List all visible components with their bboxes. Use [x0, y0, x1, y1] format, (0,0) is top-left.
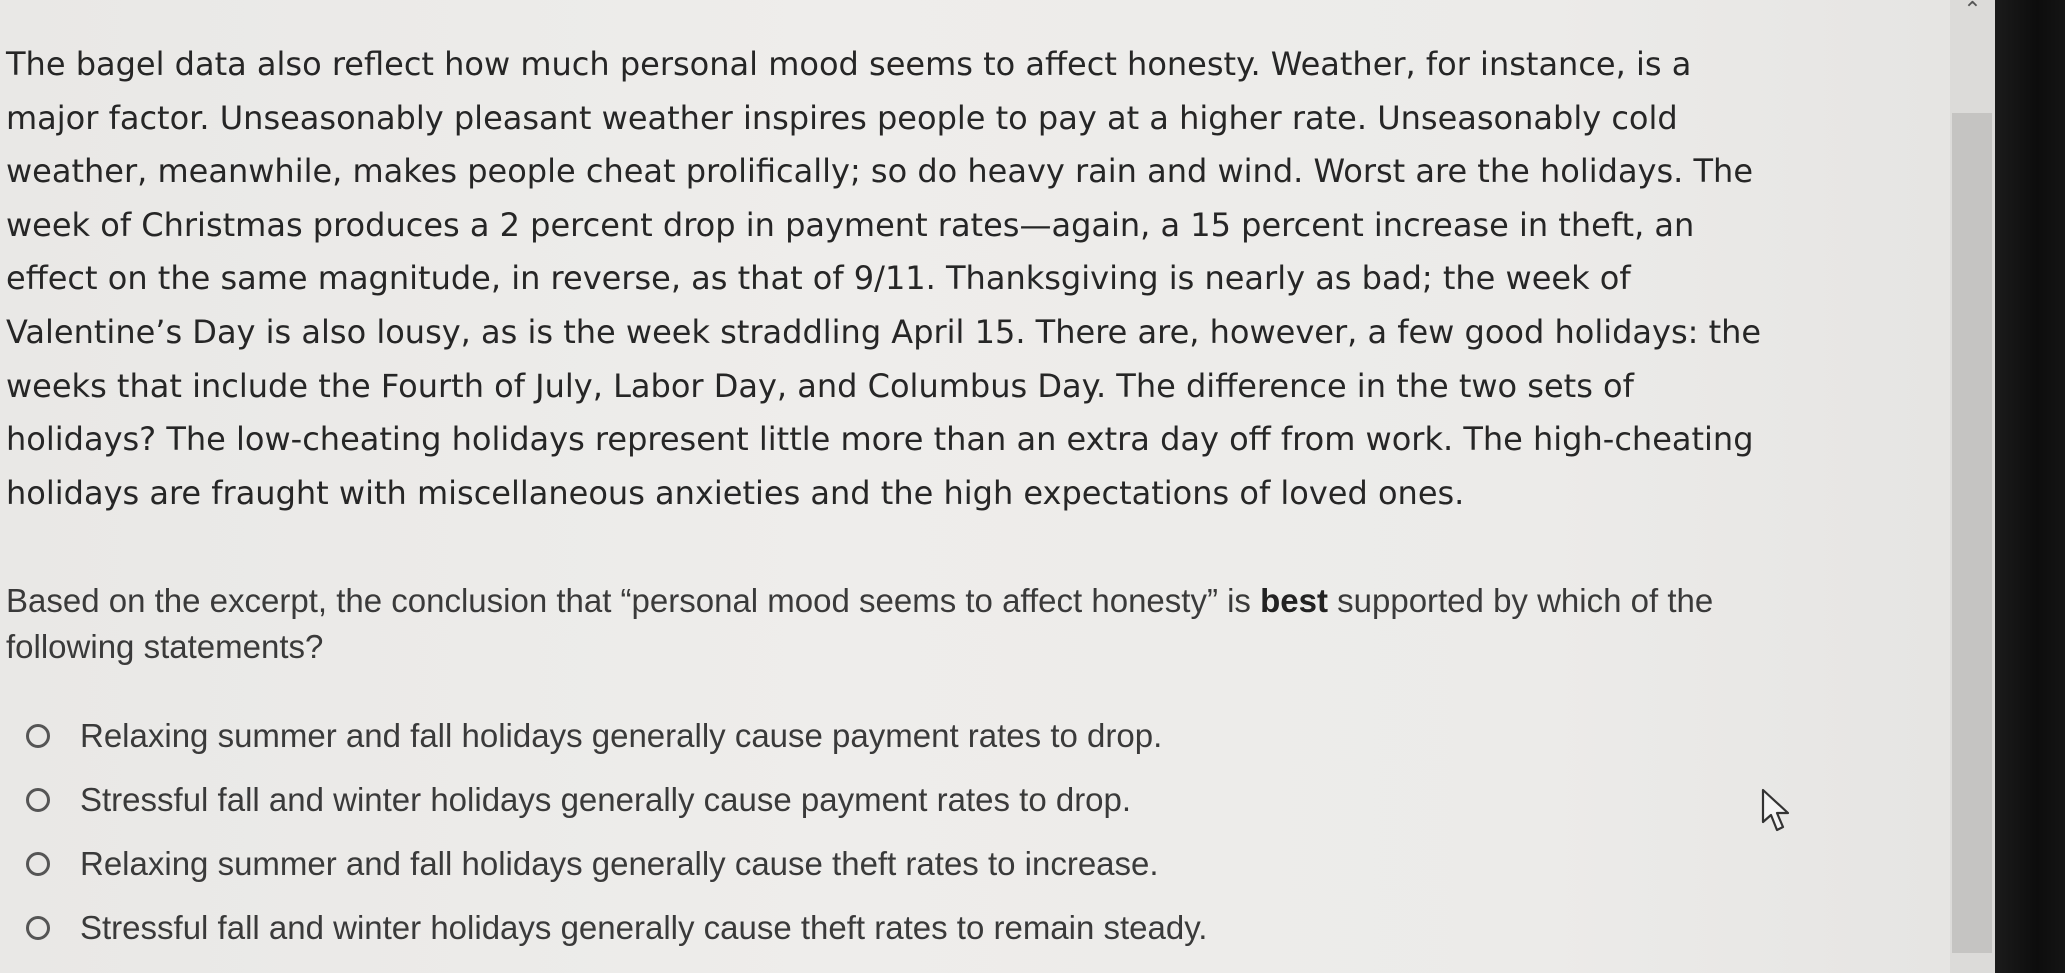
answer-option-label: Stressful fall and winter holidays generally cause payment rates to drop.: [80, 781, 1132, 818]
passage-line: holidays are fraught with miscellaneous anxieties and the high expectations of loved ones.: [6, 473, 1465, 512]
passage-line: week of Christmas produces a 2 percent drop in payment rates—again, a 15 percent increase in theft, an: [6, 205, 1695, 244]
radio-unchecked-icon[interactable]: [26, 788, 50, 812]
answer-option-label: Relaxing summer and fall holidays generally cause payment rates to drop.: [80, 717, 1163, 754]
answer-option-3[interactable]: [20, 840, 1920, 888]
question-emphasis: best: [1260, 582, 1328, 619]
reading-passage: [6, 38, 1946, 520]
passage-line: weeks that include the Fourth of July, Labor Day, and Columbus Day. The difference in the two sets of: [6, 366, 1634, 405]
mouse-pointer-icon: [1760, 788, 1794, 834]
question-prompt: [6, 578, 1946, 670]
radio-unchecked-icon[interactable]: [26, 852, 50, 876]
answer-option-label: Stressful fall and winter holidays generally cause theft rates to remain steady.: [80, 909, 1208, 946]
passage-line: The bagel data also reflect how much personal mood seems to affect honesty. Weather, for instance, is a: [6, 45, 1692, 83]
question-text-before: Based on the excerpt, the conclusion that “personal mood seems to affect honesty” is: [6, 582, 1261, 619]
monitor-bezel: [1995, 0, 2065, 973]
question-text-after: supported by which of the: [1327, 582, 1714, 619]
scrollbar-thumb[interactable]: [1952, 113, 1992, 953]
answer-option-label: Relaxing summer and fall holidays generally cause theft rates to increase.: [80, 845, 1159, 882]
answer-options: [20, 712, 1920, 968]
answer-option-1[interactable]: [20, 712, 1920, 760]
passage-line: major factor. Unseasonably pleasant weather inspires people to pay at a higher rate. Unseasonably cold: [6, 98, 1678, 137]
radio-unchecked-icon[interactable]: [26, 916, 50, 940]
passage-line: weather, meanwhile, makes people cheat prolifically; so do heavy rain and wind. Worst are the holidays. The: [6, 152, 1754, 191]
radio-unchecked-icon[interactable]: [26, 724, 50, 748]
vertical-scrollbar[interactable]: [1950, 0, 1995, 973]
passage-line: holidays? The low-cheating holidays represent little more than an extra day off from work. The high-cheating: [6, 420, 1754, 459]
question-line-2: following statements?: [6, 628, 324, 665]
question-line-1: [6, 578, 1946, 624]
passage-line: effect on the same magnitude, in reverse, as that of 9/11. Thanksgiving is nearly as bad; the week of: [6, 259, 1631, 298]
answer-option-2[interactable]: [20, 776, 1920, 824]
passage-line: Valentine’s Day is also lousy, as is the week straddling April 15. There are, however, a few good holidays: the: [6, 312, 1762, 351]
answer-option-4[interactable]: [20, 904, 1920, 952]
chevron-up-icon[interactable]: ⌃: [1963, 0, 1982, 22]
